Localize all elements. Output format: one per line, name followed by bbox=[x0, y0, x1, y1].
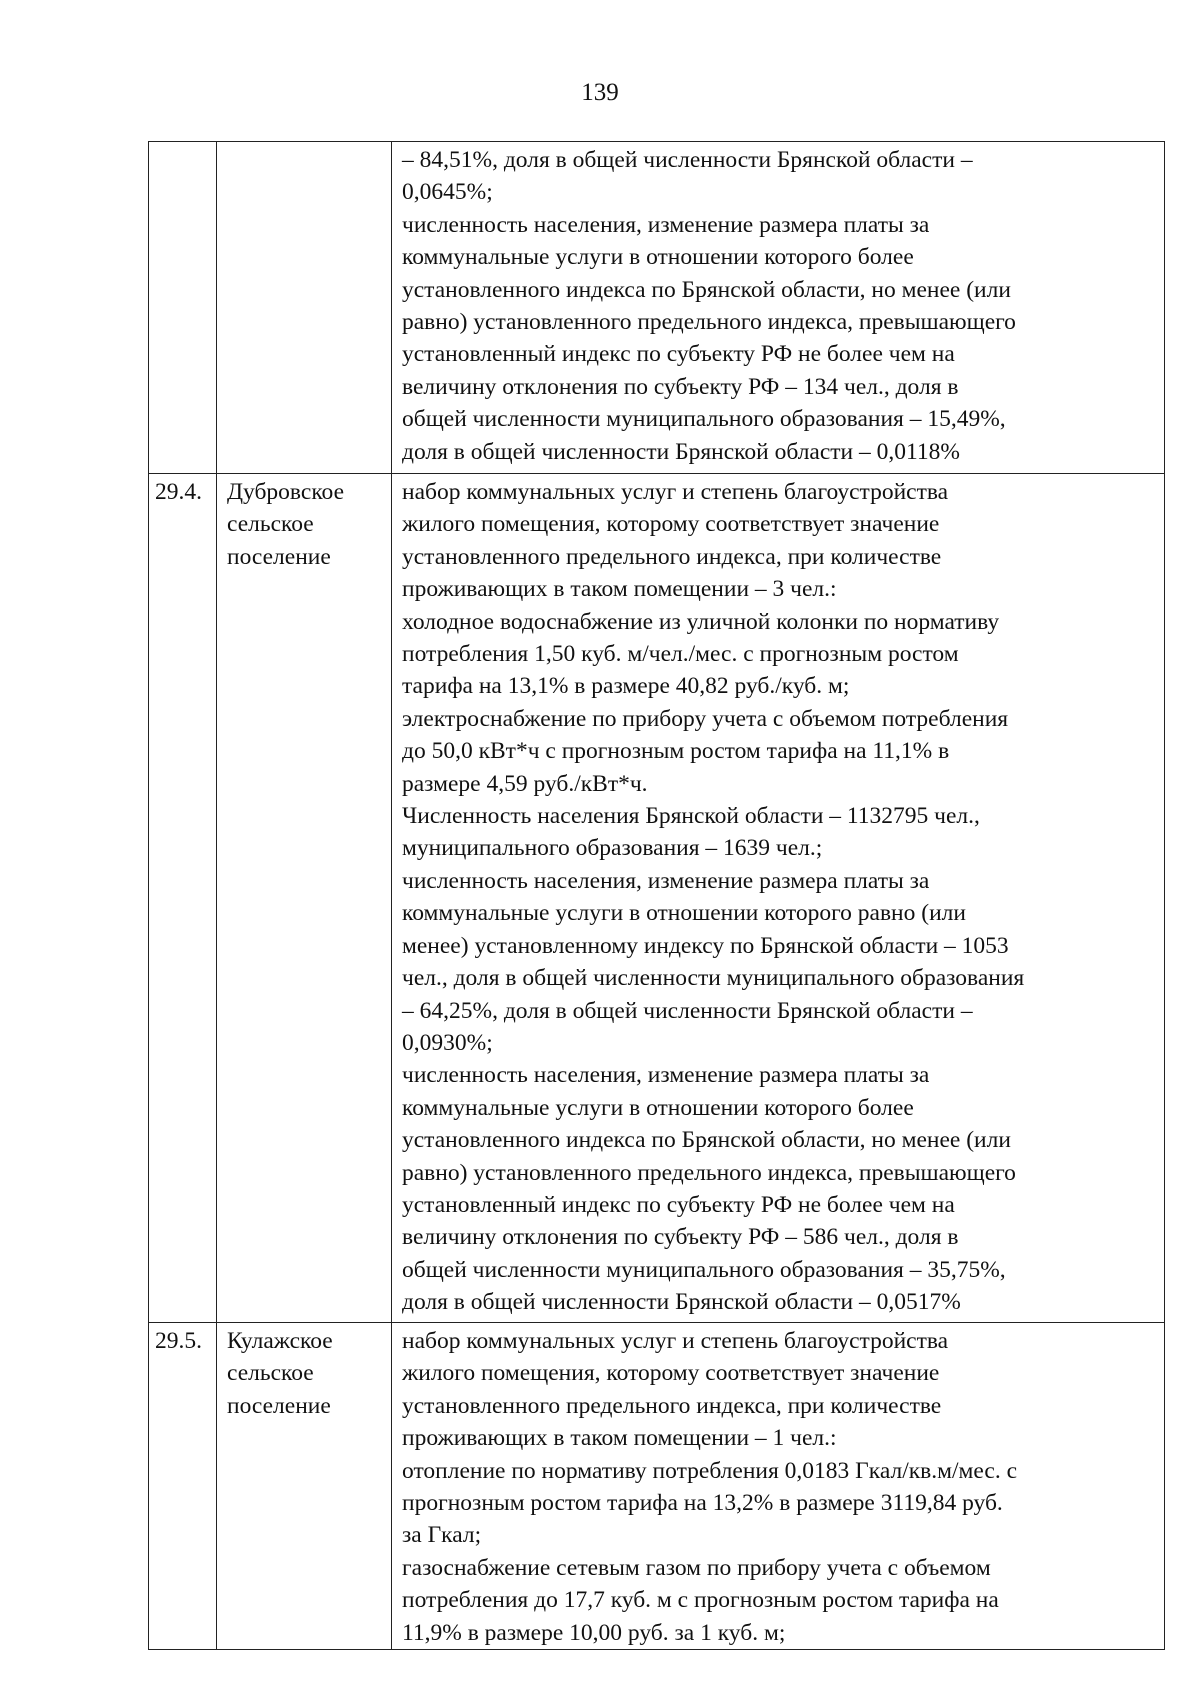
settlement-name-line: Кулажское bbox=[227, 1328, 333, 1354]
settlement-table bbox=[148, 141, 1165, 1650]
description-line: равно) установленного предельного индекса, превышающего bbox=[402, 1159, 1016, 1186]
description-line: – 84,51%, доля в общей численности Брянской области – bbox=[402, 147, 973, 173]
description-line: муниципального образования – 1639 чел.; bbox=[402, 835, 823, 862]
description-line: отопление по нормативу потребления 0,0183 Гкал/кв.м/мес. с bbox=[402, 1457, 1018, 1484]
description-cell bbox=[392, 474, 1165, 1323]
description-cell bbox=[392, 1323, 1165, 1650]
description-line: жилого помещения, которому соответствует значение bbox=[402, 1360, 940, 1387]
table-row bbox=[149, 1323, 1165, 1650]
description-line: до 50,0 кВт*ч с прогнозным ростом тарифа на 11,1% в bbox=[402, 738, 950, 765]
row-number-cell bbox=[149, 142, 217, 474]
row-number-cell bbox=[149, 1323, 217, 1650]
description-line: численность населения, изменение размера платы за bbox=[402, 1062, 930, 1089]
description-line: коммунальные услуги в отношении которого более bbox=[402, 244, 914, 271]
description-line: проживающих в таком помещении – 1 чел.: bbox=[402, 1425, 837, 1452]
description-line: величину отклонения по субъекту РФ – 134 чел., доля в bbox=[402, 373, 959, 400]
settlement-name-line: поселение bbox=[227, 1392, 331, 1419]
description-line: Численность населения Брянской области – 1132795 чел., bbox=[402, 803, 980, 830]
description-line: установленный индекс по субъекту РФ не более чем на bbox=[402, 341, 955, 368]
description-line: холодное водоснабжение из уличной колонки по нормативу bbox=[402, 608, 1000, 635]
description-line: потребления 1,50 куб. м/чел./мес. с прогнозным ростом bbox=[402, 641, 959, 668]
description-line: установленного индекса по Брянской области, но менее (или bbox=[402, 276, 1011, 303]
description-line: 0,0645%; bbox=[402, 179, 493, 206]
description-line: потребления до 17,7 куб. м с прогнозным ростом тарифа на bbox=[402, 1587, 999, 1614]
description-cell bbox=[392, 142, 1165, 474]
description-line: установленного предельного индекса, при количестве bbox=[402, 543, 942, 570]
description-line: жилого помещения, которому соответствует значение bbox=[402, 511, 940, 538]
description-line: менее) установленному индексу по Брянской области – 1053 bbox=[402, 932, 1009, 959]
description-line: доля в общей численности Брянской области – 0,0118% bbox=[402, 438, 960, 465]
description-line: чел., доля в общей численности муниципального образования bbox=[402, 965, 1025, 992]
description-line: тарифа на 13,1% в размере 40,82 руб./куб. м; bbox=[402, 673, 850, 700]
table-row bbox=[149, 474, 1165, 1323]
description-line: газоснабжение сетевым газом по прибору учета с объемом bbox=[402, 1554, 991, 1581]
row-number: 29.5. bbox=[155, 1328, 202, 1354]
settlement-name-cell bbox=[217, 142, 392, 474]
description-line: установленный индекс по субъекту РФ не более чем на bbox=[402, 1191, 955, 1218]
description-line: коммунальные услуги в отношении которого равно (или bbox=[402, 900, 966, 927]
table-body bbox=[149, 142, 1165, 1650]
description-line: коммунальные услуги в отношении которого более bbox=[402, 1094, 914, 1121]
description-line: размере 4,59 руб./кВт*ч. bbox=[402, 770, 648, 797]
description-line: электроснабжение по прибору учета с объемом потребления bbox=[402, 705, 1009, 732]
settlement-name-cell bbox=[217, 1323, 392, 1650]
description-line: – 64,25%, доля в общей численности Брянской области – bbox=[402, 997, 973, 1024]
page-number: 139 bbox=[581, 79, 619, 106]
settlement-name-line: сельское bbox=[227, 1360, 314, 1387]
settlement-name-line: поселение bbox=[227, 543, 331, 570]
description-line: 11,9% в размере 10,00 руб. за 1 куб. м; bbox=[402, 1619, 786, 1646]
description-line: прогнозным ростом тарифа на 13,2% в размере 3119,84 руб. bbox=[402, 1490, 1003, 1517]
description-line: набор коммунальных услуг и степень благоустройства bbox=[402, 479, 949, 505]
description-line: за Гкал; bbox=[402, 1522, 482, 1549]
settlement-name-line: сельское bbox=[227, 511, 314, 538]
description-line: общей численности муниципального образования – 35,75%, bbox=[402, 1256, 1006, 1283]
description-line: установленного индекса по Брянской области, но менее (или bbox=[402, 1127, 1011, 1154]
settlement-name-cell bbox=[217, 474, 392, 1323]
description-line: общей численности муниципального образования – 15,49%, bbox=[402, 406, 1006, 433]
description-line: 0,0930%; bbox=[402, 1029, 493, 1056]
settlement-name-line: Дубровское bbox=[227, 479, 345, 505]
description-line: установленного предельного индекса, при количестве bbox=[402, 1392, 942, 1419]
description-line: проживающих в таком помещении – 3 чел.: bbox=[402, 576, 837, 603]
description-line: численность населения, изменение размера платы за bbox=[402, 211, 930, 238]
description-line: численность населения, изменение размера платы за bbox=[402, 867, 930, 894]
row-number: 29.4. bbox=[155, 479, 202, 505]
row-number-cell bbox=[149, 474, 217, 1323]
table-row bbox=[149, 142, 1165, 474]
description-line: доля в общей численности Брянской области – 0,0517% bbox=[402, 1289, 961, 1316]
description-line: величину отклонения по субъекту РФ – 586 чел., доля в bbox=[402, 1224, 959, 1251]
description-line: равно) установленного предельного индекса, превышающего bbox=[402, 309, 1016, 336]
description-line: набор коммунальных услуг и степень благоустройства bbox=[402, 1328, 949, 1354]
